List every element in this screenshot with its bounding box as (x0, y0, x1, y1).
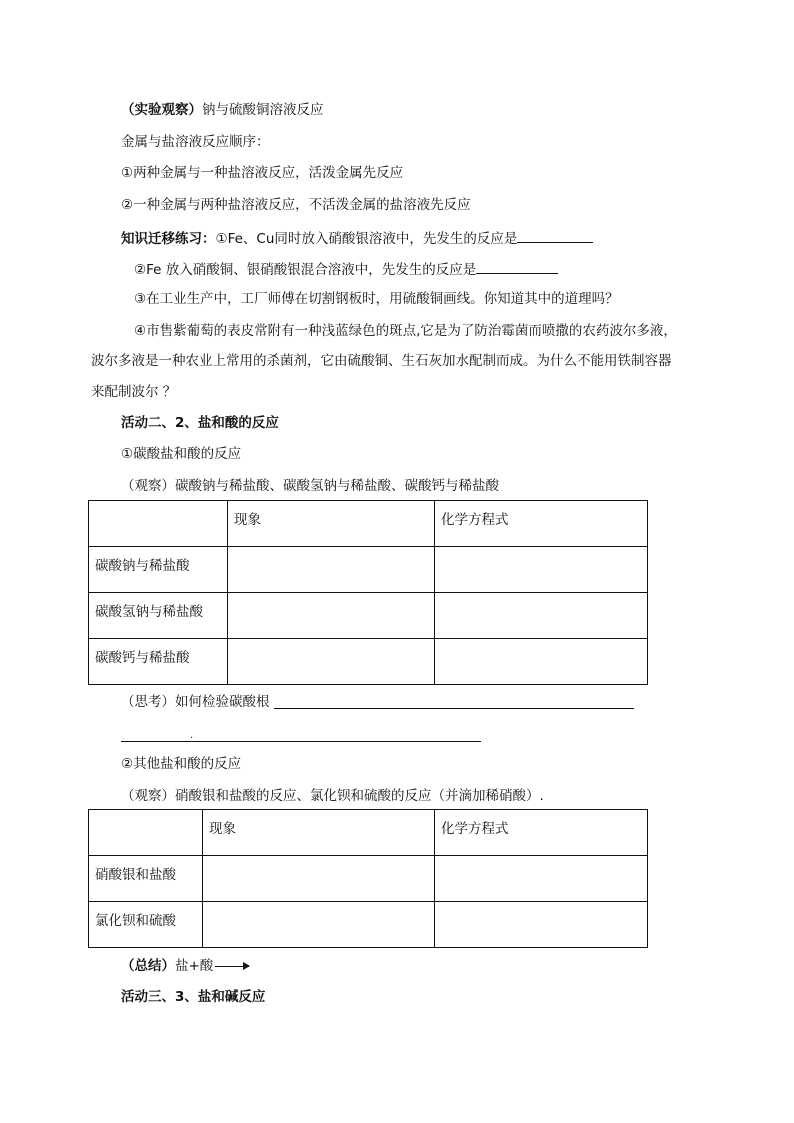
other-salt-subtitle: ②其他盐和酸的反应 (121, 756, 242, 772)
table1-cell-equation[interactable] (435, 593, 648, 639)
experiment-title: 钠与硫酸铜溶液反应 (202, 102, 324, 118)
table2-cell-phenomenon[interactable] (203, 902, 435, 948)
practice-label: 知识迁移练习： (121, 231, 216, 247)
table2-header-equation: 化学方程式 (435, 810, 648, 856)
table1-row-label: 碳酸钙与稀盐酸 (89, 639, 228, 685)
summary-line (121, 957, 249, 975)
table-row (89, 902, 648, 948)
table2-row-label: 硝酸银和盐酸 (89, 856, 203, 902)
carbonate-table (88, 500, 648, 685)
other-salt-table (88, 809, 648, 948)
answer-blank-think-2[interactable] (121, 741, 481, 742)
activity-three-title: 活动三、3、盐和碱反应 (121, 989, 266, 1005)
carbonate-observation: （观察）碳酸钠与稀盐酸、碳酸氢钠与稀盐酸、碳酸钙与稀盐酸 (121, 478, 499, 494)
practice-q4-line1: ④市售紫葡萄的表皮常附有一种浅蓝绿色的斑点,它是为了防治霉菌而喷撒的农药波尔多液， (134, 323, 677, 339)
table1-row-label: 碳酸钠与稀盐酸 (89, 547, 228, 593)
practice-q1-line (121, 228, 593, 248)
think-dot: . (190, 730, 194, 741)
table1-header-phenomenon: 现象 (228, 501, 435, 547)
table1-cell-equation[interactable] (435, 547, 648, 593)
practice-q2: ②Fe 放入硝酸铜、银硝酸银混合溶液中，先发生的反应是 (134, 262, 477, 278)
practice-q4-line2: 波尔多液是一种农业上常用的杀菌剂，它由硫酸铜、生石灰加水配制而成。为什么不能用铁制容器 (91, 353, 672, 369)
table1-cell-phenomenon[interactable] (228, 547, 435, 593)
table2-row-label: 氯化钡和硫酸 (89, 902, 203, 948)
order-rule-1: ①两种金属与一种盐溶液反应，活泼金属先反应 (121, 165, 404, 181)
table1-cell-phenomenon[interactable] (228, 593, 435, 639)
other-salt-observation: （观察）硝酸银和盐酸的反应、氯化钡和硫酸的反应（并滴加稀硝酸） (121, 788, 540, 804)
table2-corner-cell (89, 810, 203, 856)
practice-q2-line (134, 259, 558, 279)
table2-cell-equation[interactable] (435, 902, 648, 948)
order-rule-2: ②一种金属与两种盐溶液反应，不活泼金属的盐溶液先反应 (121, 197, 471, 213)
answer-blank-q1[interactable] (517, 228, 593, 243)
answer-blank-q2[interactable] (476, 259, 558, 274)
right-arrow-icon (215, 966, 249, 967)
think-question: （思考）如何检验碳酸根 (121, 694, 270, 710)
experiment-label: （实验观察） (121, 102, 202, 118)
table1-cell-equation[interactable] (435, 639, 648, 685)
summary-text: 盐+酸 (175, 958, 214, 974)
summary-label: （总结） (121, 958, 175, 974)
table2-cell-equation[interactable] (435, 856, 648, 902)
think-line (121, 693, 270, 711)
table1-header-equation: 化学方程式 (435, 501, 648, 547)
order-title: 金属与盐溶液反应顺序： (121, 134, 270, 150)
answer-blank-think[interactable] (274, 708, 634, 709)
practice-q1: ①Fe、Cu同时放入硝酸银溶液中，先发生的反应是 (215, 231, 518, 247)
table1-cell-phenomenon[interactable] (228, 639, 435, 685)
practice-q3: ③在工业生产中，工厂师傅在切割钢板时，用硫酸铜画线。你知道其中的道理吗？ (134, 291, 619, 307)
carbonate-subtitle: ①碳酸盐和酸的反应 (121, 446, 242, 462)
other-salt-observation-line (121, 787, 544, 805)
table1-row-label: 碳酸氢钠与稀盐酸 (89, 593, 228, 639)
activity-two-title: 活动二、2、盐和酸的反应 (121, 415, 279, 431)
practice-q4-line3: 来配制波尔 ？ (91, 384, 177, 400)
table1-corner-cell (89, 501, 228, 547)
table-row (89, 593, 648, 639)
table-row (89, 547, 648, 593)
table-row (89, 639, 648, 685)
observation-dot: . (539, 788, 544, 804)
table-row (89, 856, 648, 902)
experiment-heading-line (121, 101, 324, 119)
table2-header-phenomenon: 现象 (203, 810, 435, 856)
table2-cell-phenomenon[interactable] (203, 856, 435, 902)
